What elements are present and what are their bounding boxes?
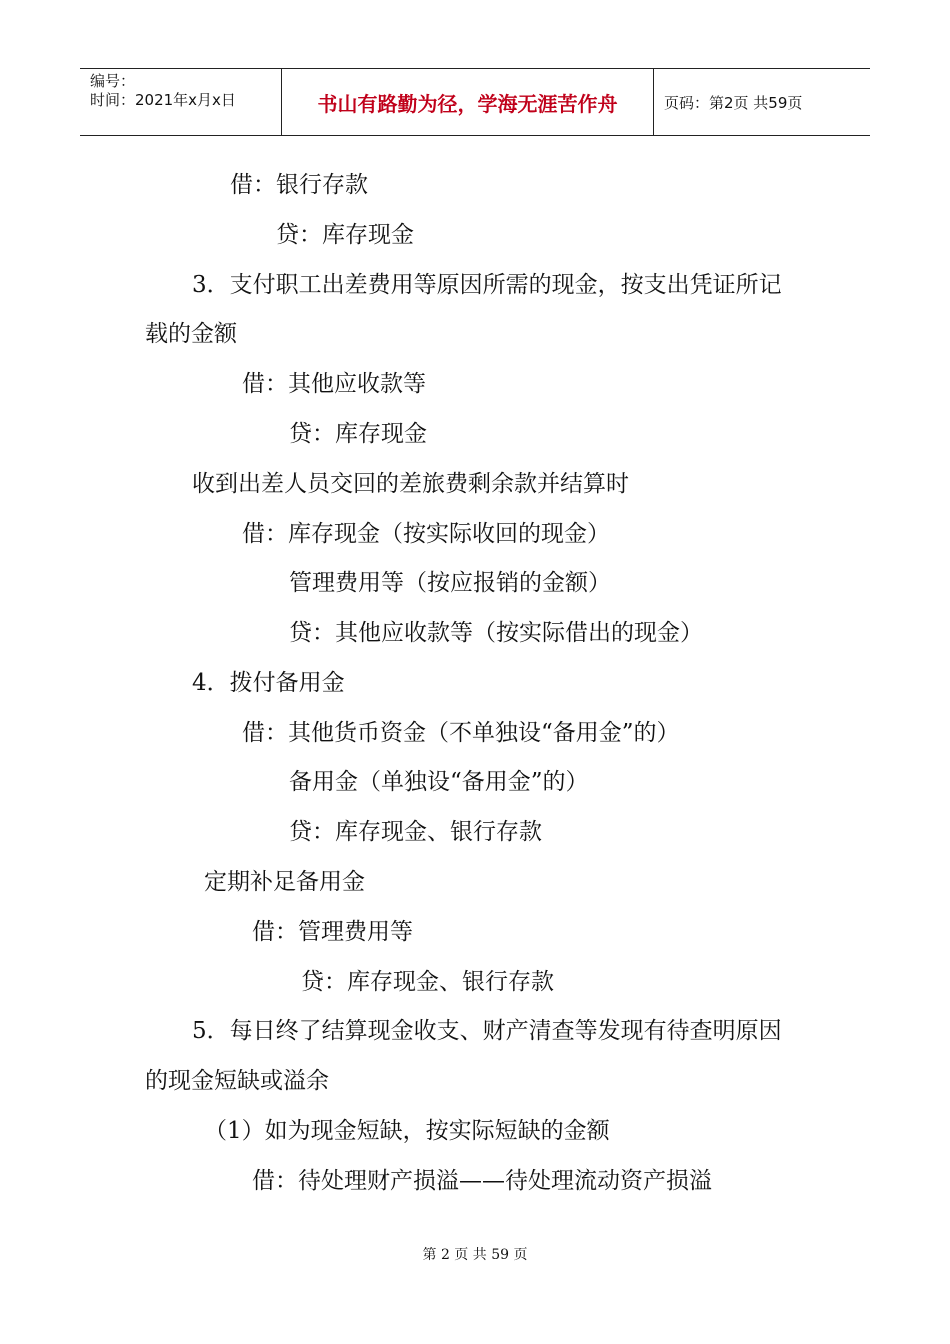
- body-line: 借：管理费用等: [252, 919, 413, 945]
- doc-number-label: 编号：: [90, 72, 136, 90]
- body-line: 收到出差人员交回的差旅费剩余款并结算时: [192, 471, 629, 497]
- body-line: 贷：库存现金: [289, 421, 427, 447]
- header-meta-cell: [80, 69, 282, 135]
- body-line: 借：银行存款: [230, 172, 368, 198]
- page-header: [80, 68, 870, 136]
- body-line: 借：其他货币资金（不单独设“备用金”的）: [242, 720, 680, 746]
- body-line: 4．拨付备用金: [192, 670, 345, 696]
- body-line: 3．支付职工出差费用等原因所需的现金，按支出凭证所记: [192, 272, 782, 298]
- body-line: 借：库存现金（按实际收回的现金）: [242, 521, 610, 547]
- body-line: 借：其他应收款等: [242, 371, 426, 397]
- body-line: 贷：其他应收款等（按实际借出的现金）: [289, 620, 703, 646]
- body-line: 定期补足备用金: [204, 869, 365, 895]
- body-line: 贷：库存现金、银行存款: [289, 819, 542, 845]
- body-line: 备用金（单独设“备用金”的）: [289, 769, 589, 795]
- body-line: 借：待处理财产损溢——待处理流动资产损溢: [252, 1168, 712, 1194]
- body-line: 管理费用等（按应报销的金额）: [289, 570, 611, 596]
- page-footer: 第 2 页 共 59 页: [422, 1247, 528, 1263]
- body-line: （1）如为现金短缺，按实际短缺的金额: [204, 1118, 610, 1144]
- body-line: 贷：库存现金、银行存款: [301, 969, 554, 995]
- body-line: 载的金额: [145, 321, 237, 347]
- body-line: 的现金短缺或溢余: [145, 1068, 329, 1094]
- doc-time-label: 时间：2021年x月x日: [90, 91, 236, 109]
- body-line: 5．每日终了结算现金收支、财产清查等发现有待查明原因: [192, 1018, 782, 1044]
- body-line: 贷：库存现金: [276, 222, 414, 248]
- header-motto: 书山有路勤为径，学海无涯苦作舟: [282, 69, 654, 135]
- header-page-number: 页码：第2页 共59页: [664, 93, 803, 112]
